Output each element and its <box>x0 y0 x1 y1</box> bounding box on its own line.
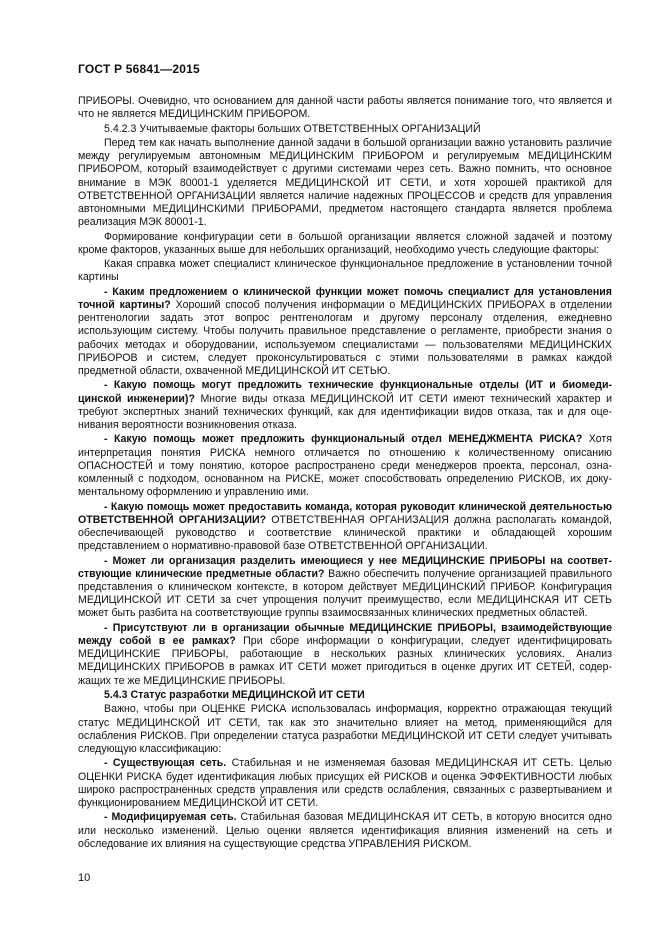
question-bold: - Может ли организация разделить имеющиеся у нее МЕДИЦИНСКИЕ ПРИБОРЫ на соответствующие клинические предметные области? <box>78 554 612 580</box>
question-item <box>78 433 612 499</box>
question-text: Многие виды отказа МЕДИЦИНСКОЙ ИТ СЕТИ имеют технический характер и требуют экспертных знаний технических функций, как для идентификации видов отказа, так и для оценивания вероятности возникновения отказа. <box>78 392 612 431</box>
question-bold: - Каким предложением о клинической функции может помочь специалист для установления точной картины? <box>78 285 612 311</box>
question-item <box>78 501 612 554</box>
question-text: Хороший способ получения информации о МЕДИЦИНСКИХ ПРИБОРАХ в отделении рентгенологии задать этот вопрос рентгенологам и другому персоналу отделения, ежедневно использующим систему. Чтобы получить правильное представление о регламенте, приобрести знания о рабочих методах и оборудовании, используемом специалистами — пользователями МЕДИЦИНСКИХ ПРИБОРОВ и систем, следует проконсультироваться с этими пользователями в рамках каждой предметной области, охваченной МЕДИЦИНСКОЙ ИТ СЕТЬЮ. <box>78 298 613 377</box>
paragraph: Перед тем как начать выполнение данной задачи в большой организации важно установить различие между регулируемым автономным МЕДИЦИНСКИМ ПРИБОРОМ и регулируемым МЕДИЦИНСКИМ ПРИБОРОМ, который взаимодействует с другими системами через сеть. Важно помнить, что основное внимание в МЭК 80001-1 уделяется МЕДИЦИНСКОЙ ИТ СЕТИ, и хотя хорошей практикой для ОТВЕТСТВЕННОЙ ОРГАНИЗАЦИИ является наличие надежных ПРОЦЕССОВ и средств для управления автономными МЕДИЦИНСКИМИ ПРИБОРАМИ, предметом настоящего стандарта является проблема реализация МЭК 80001-1. <box>78 136 612 229</box>
question-item <box>78 379 612 432</box>
term-text: Стабильная базовая МЕДИЦИНСКАЯ ИТ СЕТЬ, в которую вносится одно или несколько изменений. Целью оценки является идентификация влияния изменений на сеть и обследование их влияния на существующие средства УПРАВЛЕНИЯ РИСКОМ. <box>78 811 612 850</box>
question-bold: - Присутствуют ли в организации обычные МЕДИЦИНСКИЕ ПРИБОРЫ, взаимодействующие между собой в ее рамках? <box>78 621 612 647</box>
question-text: Хотя интерпретация понятия РИСКА немного отличается по отношению к количественному описанию ОПАСНОСТЕЙ и тому понятию, которое распространено среди менеджеров проекта, персонал, ознакомленный с подходом, основанном на РИСКЕ, может способствовать определению РИСКОВ, их документальному оформлению и управлению ими. <box>78 433 613 499</box>
question-text: При сборе информации о конфигурации, следует идентифицировать МЕДИЦИНСКИЕ ПРИБОРЫ, работающие в нескольких разных клинических условиях. Анализ МЕДИЦИНСКИХ ПРИБОРОВ в рамках ИТ СЕТИ может пригодиться в оценке других ИТ СЕТЕЙ, содержащих те же МЕДИЦИНСКИЕ ПРИБОРЫ. <box>78 635 612 687</box>
paragraph: Какая справка может специалист клиническое функциональное предложение в установлении точной картины <box>78 258 612 284</box>
document-header: ГОСТ Р 56841—2015 <box>78 62 200 76</box>
question-text: Важно обеспечить получение организацией правильного представления о клиническом контексте, в котором действует МЕДИЦИНСКИЙ ПРИБОР. Конфигурация МЕДИЦИНСКОЙ ИТ СЕТИ за счет упрощения получит преимущество, если МЕДИЦИНСКАЯ ИТ СЕТЬ может быть разбита на соответствующие группы взаимосвязанных клинических предметных областей. <box>78 567 613 620</box>
question-item <box>78 286 612 378</box>
question-bold: - Какую помощь могут предложить технические функциональные отделы (ИТ и биомедицинской инженерии)? <box>78 379 612 405</box>
section-heading-5-4-3: 5.4.3 Статус разработки МЕДИЦИНСКОЙ ИТ СЕТИ <box>104 689 365 701</box>
classification-item <box>78 811 612 851</box>
classification-item <box>78 757 612 810</box>
document-body <box>78 95 612 852</box>
term-bold: - Существующая сеть. <box>104 757 227 770</box>
page-number: 10 <box>78 872 91 884</box>
question-text: ОТВЕТСТВЕННАЯ ОРГАНИЗАЦИЯ должна располагать командой, обеспечивающей руководство и соответствие клинической практики и обладающей хорошим представлением о нормативно-правовой базе ОТВЕТСТВЕННОЙ ОРГАНИЗАЦИИ. <box>78 513 612 553</box>
question-item <box>78 622 612 688</box>
paragraph-continuation: ПРИБОРЫ. Очевидно, что основанием для данной части работы является понимание того, что является и что не является МЕДИЦИНСКИМ ПРИБОРОМ. <box>78 95 612 121</box>
paragraph: Важно, чтобы при ОЦЕНКЕ РИСКА использовалась информация, корректно отражающая текущий статус МЕДИЦИНСКОЙ ИТ СЕТИ, так как это значительно влияет на метод, применяющийся для ослабления РИСКОВ. При определении статуса разработки МЕДИЦИНСКОЙ ИТ СЕТИ следует учитывать следующую классификацию: <box>78 703 612 755</box>
term-text: Стабильная и не изменяемая базовая МЕДИЦИНСКАЯ ИТ СЕТЬ. Целью ОЦЕНКИ РИСКА будет идентификация любых присущих ей РИСКОВ и оценка ЭФФЕКТИВНОСТИ любых широко распространенных средств управления или средств ослабления, связанных с развертыванием и функционированием МЕДИЦИНСКОЙ ИТ СЕТИ. <box>78 757 613 809</box>
question-item <box>78 555 612 621</box>
question-bold: - Какую помощь может предложить функциональный отдел МЕНЕДЖМЕНТА РИСКА? <box>104 433 583 446</box>
paragraph: Формирование конфигурации сети в большой организации является сложной задачей и поэтому кроме факторов, указанных выше для небольших организаций, необходимо учесть следующие факторы: <box>78 230 612 256</box>
question-bold: - Какую помощь может предоставить команда, которая руководит клинической деятельностью ОТВЕТСТВЕННОЙ ОРГАНИЗАЦИИ? <box>78 500 612 526</box>
section-heading-5-4-2-3: 5.4.2.3 Учитываемые факторы больших ОТВЕТСТВЕННЫХ ОРГАНИЗАЦИЙ <box>104 122 481 135</box>
term-bold: - Модифицируемая сеть. <box>104 811 237 824</box>
